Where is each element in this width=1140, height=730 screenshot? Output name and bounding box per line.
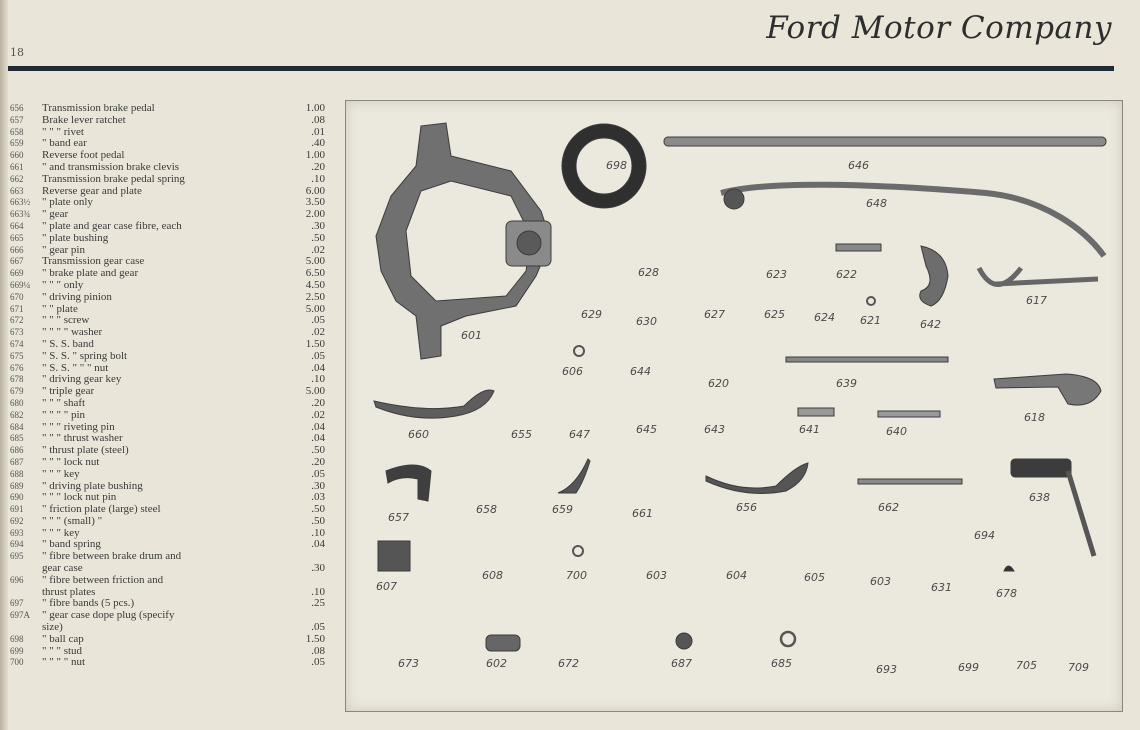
part-num: 669 [10,268,24,279]
part-price: .30 [311,479,325,492]
part-num: 695 [10,551,24,562]
part-num: 685 [10,433,24,444]
part-desc: " driving pinion [42,291,112,303]
part-price: .04 [311,432,325,445]
part-price: .05 [311,656,325,669]
part-num: 666 [10,244,24,255]
part-label: 642 [920,318,941,331]
part-656-drawing [706,463,808,493]
parts-list-row [10,268,325,280]
part-label: 694 [974,529,995,542]
part-num: 660 [10,150,24,161]
parts-list-row [10,280,325,292]
part-num: 687 [10,456,24,467]
part-label: 661 [632,507,653,520]
part-label: 631 [931,581,952,594]
part-num: 699 [10,645,24,656]
part-label: 644 [630,365,651,378]
part-desc: " plate only [42,197,93,209]
part-price: .10 [311,526,325,539]
part-price: 5.00 [305,385,325,398]
part-price: .02 [311,243,325,256]
part-num: 691 [10,504,24,515]
part-num: 690 [10,492,24,503]
part-label: 693 [876,663,897,676]
part-num: 663 [10,185,24,196]
part-648-drawing [721,185,1104,256]
part-num: 688 [10,468,24,479]
part-num: 696 [10,574,24,585]
part-desc: size) [42,622,63,634]
part-label: 659 [552,503,573,516]
part-label: 658 [476,503,497,516]
part-price: .05 [311,349,325,362]
part-num: 698 [10,633,24,644]
part-label: 617 [1026,294,1047,307]
part-desc: Transmission gear case [42,256,145,268]
part-label: 628 [638,266,659,279]
part-price: 2.00 [305,208,325,221]
part-num: 663¾ [10,209,31,220]
part-num: 674 [10,338,24,349]
part-num: 700 [10,657,24,668]
part-num: 697A [10,610,30,621]
part-num: 665 [10,232,24,243]
part-label: 638 [1029,491,1050,504]
part-desc: Reverse gear and plate [42,185,142,197]
part-607-drawing [378,541,410,571]
part-648-eye [724,189,744,209]
part-desc: " " " lock nut [42,456,100,468]
part-desc: " brake plate and gear [42,268,139,280]
part-num: 663½ [10,197,31,208]
part-num: 657 [10,114,24,125]
part-num: 689 [10,480,24,491]
part-646-drawing [664,137,1106,146]
part-label: 685 [771,657,792,670]
part-desc: " thrust plate (steel) [42,445,129,457]
part-desc: " " " stud [42,645,83,657]
parts-list-row [10,233,325,245]
parts-drawing [346,101,1122,711]
part-price: .04 [311,420,325,433]
part-num: 672 [10,315,24,326]
part-price: .03 [311,491,325,504]
parts-list-row [10,457,325,469]
part-desc: " gear pin [42,244,85,256]
part-label: 630 [636,315,657,328]
part-label: 641 [799,423,820,436]
parts-list-row [10,516,325,528]
part-num: 662 [10,173,24,184]
part-label: 660 [408,428,429,441]
part-desc: " triple gear [42,386,95,398]
part-640-drawing [878,411,940,417]
parts-list-row [10,539,325,551]
part-desc: " driving gear key [42,374,122,386]
part-660-drawing [374,390,494,418]
parts-list-row [10,327,325,339]
part-num: 656 [10,103,24,113]
part-label: 647 [569,428,590,441]
part-label: 673 [398,657,419,670]
part-label: 603 [870,575,891,588]
parts-list-row [10,351,325,363]
part-desc: " plate and gear case fibre, each [42,220,182,232]
part-label: 603 [646,569,667,582]
part-desc: " " " screw [42,315,90,327]
part-price: .25 [311,597,325,610]
part-price: 1.50 [305,337,325,350]
parts-list-row [10,563,325,575]
part-price: 6.00 [305,184,325,197]
part-desc: " band ear [42,138,87,150]
part-label: 643 [704,423,725,436]
part-price: 4.50 [305,278,325,291]
parts-list-row [10,481,325,493]
part-label: 602 [486,657,507,670]
part-num: 664 [10,220,24,231]
part-label: 687 [671,657,692,670]
part-label: 655 [511,428,532,441]
part-price: .10 [311,373,325,386]
part-desc: " driving plate bushing [42,480,143,492]
part-desc: " " " " washer [42,327,103,339]
part-price: .30 [311,562,325,575]
part-label: 623 [766,268,787,281]
parts-list-row [10,410,325,422]
part-641-drawing [798,408,834,416]
part-label: 627 [704,308,725,321]
part-price: .08 [311,644,325,657]
parts-list-row [10,374,325,386]
parts-list-row [10,469,325,481]
part-desc: " " " " pin [42,409,86,421]
part-desc: " " " shaft [42,397,86,409]
part-price: 1.50 [305,632,325,645]
part-617-drawing [979,268,1098,285]
part-desc: " " " riveting pin [42,421,115,433]
part-num: 669¼ [10,279,31,290]
page-number: 18 [10,46,24,59]
part-price: .04 [311,361,325,374]
parts-list-row [10,445,325,457]
part-desc: " ball cap [42,633,84,645]
part-desc: " " " rivet [42,126,84,138]
part-label: 657 [388,511,409,524]
part-desc: " fibre between friction and [42,574,164,586]
parts-list-row [10,646,325,658]
part-label: 705 [1016,659,1037,672]
part-price: .50 [311,503,325,516]
parts-list-row [10,422,325,434]
part-638-arm [1068,471,1094,556]
parts-list-row [10,256,325,268]
part-label: 678 [996,587,1017,600]
part-price: .05 [311,314,325,327]
part-desc: " friction plate (large) steel [42,504,161,516]
parts-list-row [10,245,325,257]
part-label: 648 [866,197,887,210]
part-price: .05 [311,467,325,480]
part-659-drawing [558,459,590,493]
part-desc: " S. S. band [42,338,94,350]
part-desc: " gear [42,209,69,221]
part-desc: " fibre between brake drum and [42,551,182,563]
parts-list-row [10,304,325,316]
parts-list-row [10,610,325,622]
part-num: 670 [10,291,24,302]
part-601-drawing [376,123,551,359]
part-label: 608 [482,569,503,582]
part-desc: " " " key [42,527,80,539]
parts-list-row [10,197,325,209]
part-desc: " " plate [42,303,78,315]
part-label: 672 [558,657,579,670]
part-label: 624 [814,311,835,324]
part-num: 678 [10,374,24,385]
parts-list-row [10,492,325,504]
part-price: .10 [311,172,325,185]
part-price: .20 [311,396,325,409]
part-price: .40 [311,137,325,150]
part-desc: " fibre bands (5 pcs.) [42,598,135,610]
part-price: .50 [311,514,325,527]
parts-list-row [10,221,325,233]
part-num [10,587,42,599]
part-desc: " S. S. " spring bolt [42,350,128,362]
part-price: .20 [311,455,325,468]
parts-list-row [10,138,325,150]
brand-header: Ford Motor Company [766,10,1112,46]
part-label: 699 [958,661,979,674]
part-price: 2.50 [305,290,325,303]
part-desc: Transmission brake pedal [42,103,155,114]
part-num: 693 [10,527,24,538]
part-desc: " " " key [42,468,80,480]
part-desc: " " " (small) " [42,515,103,527]
part-desc: Reverse foot pedal [42,150,125,162]
part-price: .01 [311,125,325,138]
part-num: 682 [10,409,24,420]
part-price: 1.00 [305,149,325,162]
parts-list-row [10,386,325,398]
parts-list-row [10,162,325,174]
part-price: .50 [311,444,325,457]
part-698-drawing [562,124,646,208]
part-label: 621 [860,314,881,327]
parts-list-row [10,292,325,304]
parts-list-row [10,587,325,599]
book-gutter [0,0,8,730]
part-desc: Brake lever ratchet [42,114,126,126]
parts-list-row [10,551,325,563]
parts-list-row [10,398,325,410]
part-639-drawing [786,357,948,362]
part-desc: Transmission brake pedal spring [42,173,185,185]
parts-list-row [10,575,325,587]
parts-list-row [10,103,325,115]
part-price: 1.00 [305,102,325,114]
parts-list-row [10,150,325,162]
part-price: .08 [311,113,325,126]
parts-list-row [10,598,325,610]
parts-list-row [10,433,325,445]
part-num: 684 [10,421,24,432]
part-label: 700 [566,569,587,582]
part-657-drawing [386,465,431,501]
parts-list-row [10,315,325,327]
part-label: 625 [764,308,785,321]
part-num: 697 [10,598,24,609]
part-desc: " " " only [42,279,84,291]
part-618-drawing [994,374,1101,405]
part-label: 698 [606,159,627,172]
part-desc: " S. S. " " " nut [42,362,109,374]
part-price: .04 [311,538,325,551]
parts-list-row [10,622,325,634]
parts-list-row [10,363,325,375]
part-label: 645 [636,423,657,436]
part-price: .02 [311,326,325,339]
part-desc: " " " thrust washer [42,433,123,445]
part-price: .10 [311,585,325,598]
parts-price-list [10,103,325,669]
part-label: 656 [736,501,757,514]
part-price: 3.50 [305,196,325,209]
part-price: .20 [311,160,325,173]
parts-list-row [10,127,325,139]
part-num: 686 [10,445,24,456]
parts-list-row [10,174,325,186]
parts-list-row [10,186,325,198]
part-label: 662 [878,501,899,514]
part-label: 629 [581,308,602,321]
part-label: 639 [836,377,857,390]
part-label: 601 [461,329,482,342]
part-num: 673 [10,327,24,338]
parts-list-row [10,504,325,516]
part-label: 622 [836,268,857,281]
parts-list-row [10,657,325,669]
part-662-drawing [858,479,962,484]
part-label: 605 [804,571,825,584]
part-label: 640 [886,425,907,438]
part-642-drawing [920,246,948,306]
parts-list-row [10,634,325,646]
parts-list-row [10,339,325,351]
parts-illustration-plate [345,100,1123,712]
part-label: 709 [1068,661,1089,674]
part-desc: " gear case dope plug (specify [42,610,175,622]
part-602-drawing [486,635,520,651]
part-num [10,563,42,575]
part-num: 676 [10,362,24,373]
part-label: 618 [1024,411,1045,424]
part-num: 679 [10,386,24,397]
part-desc: " and transmission brake clevis [42,161,180,173]
part-638-drawing [1011,459,1071,477]
part-desc: " " " " nut [42,657,86,669]
part-price: .50 [311,231,325,244]
part-num: 658 [10,126,24,137]
part-num: 671 [10,303,24,314]
part-desc: gear case [42,563,83,575]
part-num: 680 [10,397,24,408]
part-label: 620 [708,377,729,390]
parts-list-row [10,209,325,221]
part-desc: thrust plates [42,586,96,598]
part-num: 692 [10,515,24,526]
part-label: 606 [562,365,583,378]
part-num: 659 [10,138,24,149]
header-rule [8,66,1114,71]
part-label: 604 [726,569,747,582]
part-price: .05 [311,621,325,634]
part-num: 694 [10,539,24,550]
part-desc: " " " lock nut pin [42,492,117,504]
part-label: 607 [376,580,397,593]
part-price [301,575,325,587]
part-num: 675 [10,350,24,361]
parts-list-row [10,115,325,127]
part-desc: " plate bushing [42,232,109,244]
part-num: 667 [10,256,24,267]
part-num [10,622,42,634]
part-label: 646 [848,159,869,172]
part-price: .30 [311,219,325,232]
part-num: 661 [10,161,24,172]
part-price: .02 [311,408,325,421]
part-desc: " band spring [42,539,101,551]
parts-list-row [10,528,325,540]
part-price: 6.50 [305,267,325,280]
part-price: 5.00 [305,255,325,268]
part-price: 5.00 [305,302,325,315]
